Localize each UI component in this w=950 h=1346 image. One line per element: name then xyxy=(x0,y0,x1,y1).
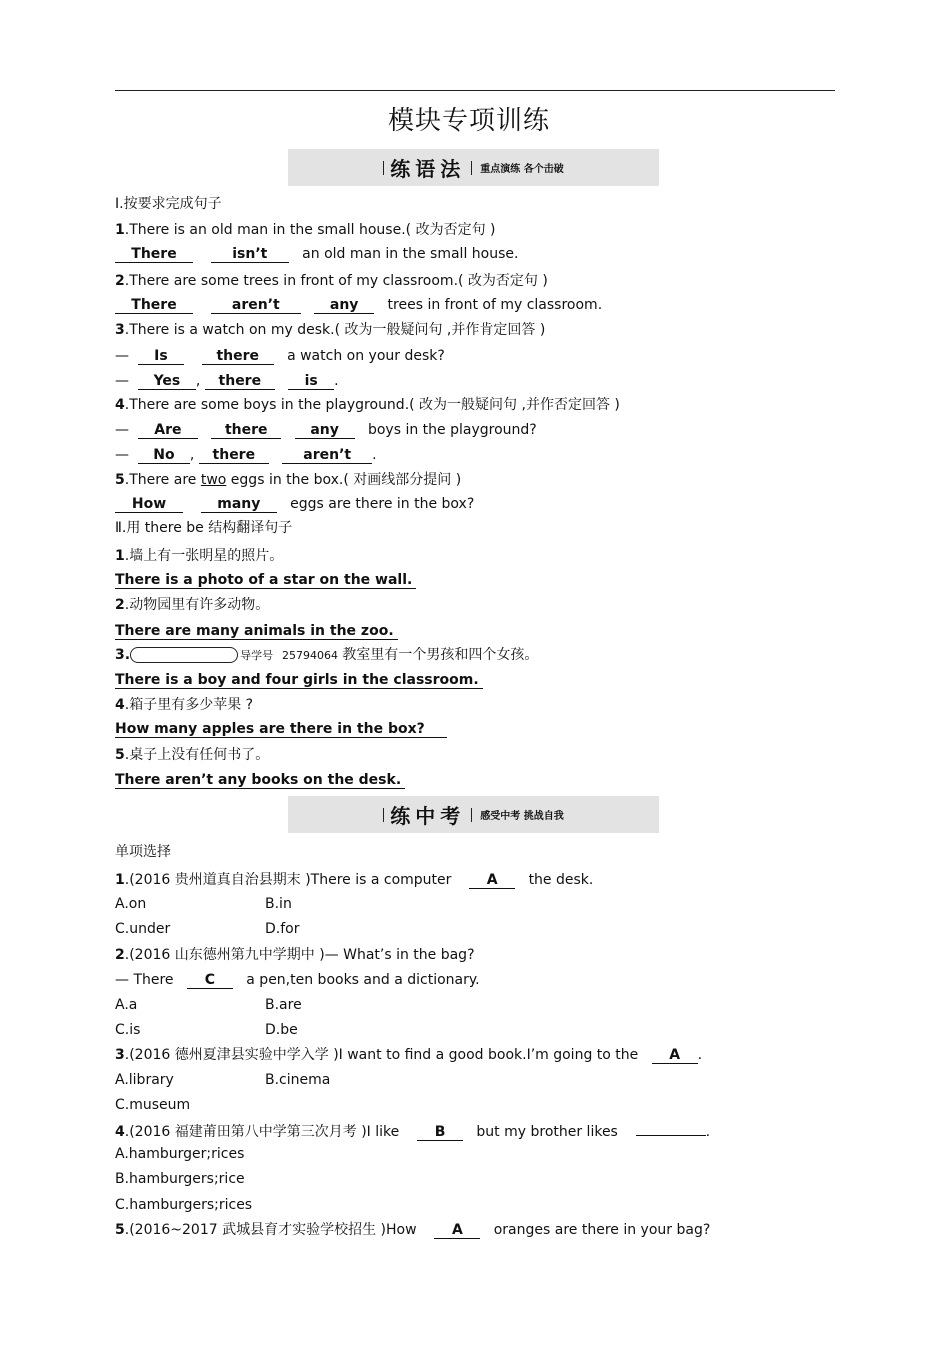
answer-3b: — Yes , there is . xyxy=(115,373,339,389)
answer-5: How many eggs are there in the box? xyxy=(115,495,474,513)
translate-answer-1: There is a photo of a star on the wall. xyxy=(115,571,416,589)
option: A.hamburger;rices xyxy=(115,1146,245,1162)
option: D.for xyxy=(265,921,300,937)
translate-5: 5.桌子上没有任何书了。 xyxy=(115,747,270,763)
page-title: 模块专项训练 xyxy=(387,106,550,136)
translate-1: 1.墙上有一张明星的照片。 xyxy=(115,548,284,564)
answer-3a: — Is there a watch on your desk? xyxy=(115,348,445,364)
option: A.library xyxy=(115,1072,174,1088)
question-1: 1.There is an old man in the small house.( 改为否定句 ) xyxy=(115,222,496,238)
pill-icon xyxy=(130,647,238,663)
part2-heading: Ⅱ.用 there be 结构翻译句子 xyxy=(115,520,293,536)
mcq-5: 5.(2016~2017 武城县育才实验学校招生 )How A oranges are there in your bag? xyxy=(115,1222,711,1238)
translate-2: 2.动物园里有许多动物。 xyxy=(115,597,270,613)
translate-answer-4: How many apples are there in the box? xyxy=(115,720,447,738)
translate-answer-3: There is a boy and four girls in the classroom. xyxy=(115,671,483,689)
mcq-1: 1.(2016 贵州道真自治县期末 )There is a computer A the desk. xyxy=(115,872,594,888)
answer-2: There aren’t any trees in front of my classroom. xyxy=(115,296,602,314)
mcq-3: 3.(2016 德州夏津县实验中学入学 )I want to find a good book.I’m going to the A . xyxy=(115,1047,703,1063)
option: A.on xyxy=(115,896,147,912)
option: B.are xyxy=(265,997,302,1013)
option: C.under xyxy=(115,921,171,937)
option: B.in xyxy=(265,896,292,912)
top-rule xyxy=(115,90,835,91)
banner-subtitle: 感受中考 挑战自我 xyxy=(480,811,564,822)
translate-answer-2: There are many animals in the zoo. xyxy=(115,622,398,640)
banner-title: 练中考 xyxy=(390,804,466,828)
translate-answer-5: There aren’t any books on the desk. xyxy=(115,771,405,789)
part3-heading: 单项选择 xyxy=(115,844,171,860)
answer-4a: — Are there any boys in the playground? xyxy=(115,422,537,438)
option: C.museum xyxy=(115,1097,191,1113)
question-2: 2.There are some trees in front of my classroom.( 改为否定句 ) xyxy=(115,273,548,289)
option: B.cinema xyxy=(265,1072,331,1088)
option: B.hamburgers;rice xyxy=(115,1171,245,1187)
banner-title: 练语法 xyxy=(390,157,466,181)
option: D.be xyxy=(265,1022,298,1038)
translate-3: 3. 导学号 25794064 教室里有一个男孩和四个女孩。 xyxy=(115,647,539,663)
section-banner-exam xyxy=(288,796,659,833)
banner-subtitle: 重点演练 各个击破 xyxy=(480,164,564,175)
question-3: 3.There is a watch on my desk.( 改为一般疑问句 ,并作肯定回答 ) xyxy=(115,322,546,338)
mcq-4: 4.(2016 福建莆田第八中学第三次月考 )I like B but my brother likes . xyxy=(115,1121,710,1141)
part1-heading: Ⅰ.按要求完成句子 xyxy=(115,196,222,212)
question-4: 4.There are some boys in the playground.( 改为一般疑问句 ,并作否定回答 ) xyxy=(115,397,620,413)
mcq-2-line2: — There C a pen,ten books and a dictionary. xyxy=(115,972,480,988)
section-banner-grammar xyxy=(288,149,659,186)
option: A.a xyxy=(115,997,138,1013)
translate-4: 4.箱子里有多少苹果 ? xyxy=(115,697,254,713)
option: C.is xyxy=(115,1022,141,1038)
answer-4b: — No , there aren’t . xyxy=(115,447,377,463)
mcq-2: 2.(2016 山东德州第九中学期中 )— What’s in the bag? xyxy=(115,947,475,963)
answer-1: There isn’t an old man in the small house. xyxy=(115,245,518,263)
option: C.hamburgers;rices xyxy=(115,1197,253,1213)
question-5: 5.There are two eggs in the box.( 对画线部分提问 ) xyxy=(115,472,462,488)
